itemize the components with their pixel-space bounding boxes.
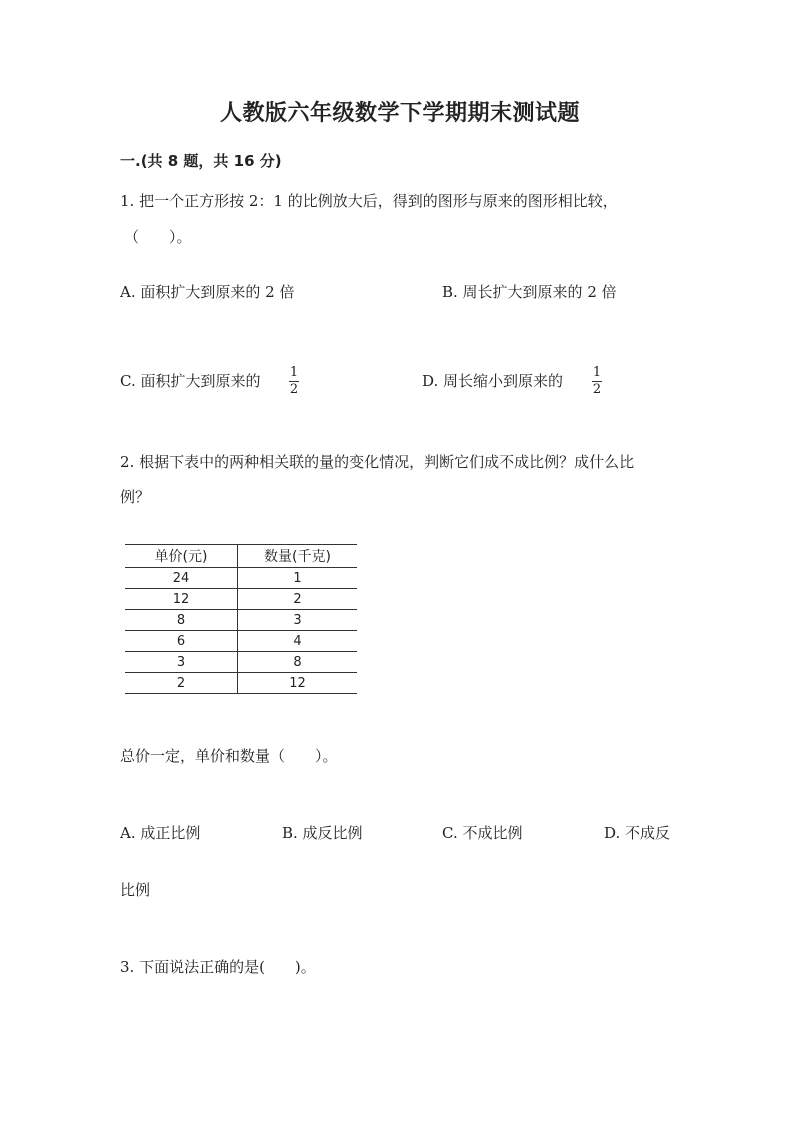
page-title: 人教版六年级数学下学期期末测试题 [219, 101, 580, 126]
q2-option-d[interactable]: D. 不成反 [604, 824, 671, 842]
q2-stem-line2: 例？ [120, 488, 151, 506]
q2-option-a[interactable]: A. 成正比例 [120, 824, 201, 842]
table-cell-quantity: 3 [238, 610, 358, 631]
table-row [125, 610, 357, 631]
table-cell-price: 6 [125, 631, 238, 652]
q2-option-b[interactable]: B. 成反比例 [282, 824, 363, 842]
table-header-row [125, 545, 357, 568]
table-header-quantity: 数量(千克) [238, 545, 358, 568]
table-cell-price: 2 [125, 673, 238, 694]
table-cell-price: 12 [125, 589, 238, 610]
fraction-denominator: 2 [289, 382, 299, 397]
q1-stem-line2: （ ）。 [124, 228, 192, 246]
q1-option-d-fraction [592, 366, 602, 397]
table-cell-price: 8 [125, 610, 238, 631]
fraction-denominator: 2 [592, 382, 602, 397]
table-header-price: 单价(元) [125, 545, 238, 568]
table-cell-quantity: 8 [238, 652, 358, 673]
q2-stem-line1: 2. 根据下表中的两种相关联的量的变化情况，判断它们成不成比例？成什么比 [120, 453, 635, 471]
q2-sub-question: 总价一定，单价和数量（ ）。 [120, 747, 338, 765]
q1-stem-line1: 1. 把一个正方形按 2：1 的比例放大后，得到的图形与原来的图形相比较， [120, 192, 618, 210]
table-cell-quantity: 2 [238, 589, 358, 610]
table-cell-price: 24 [125, 568, 238, 589]
q2-option-c[interactable]: C. 不成比例 [442, 824, 523, 842]
table-cell-quantity: 4 [238, 631, 358, 652]
table-cell-price: 3 [125, 652, 238, 673]
price-quantity-table [125, 544, 357, 694]
table-row [125, 589, 357, 610]
q1-option-c-fraction [289, 366, 299, 397]
section-heading: 一.(共 8 题，共 16 分) [120, 152, 282, 170]
table-row [125, 673, 357, 694]
table-cell-quantity: 12 [238, 673, 358, 694]
table-row [125, 568, 357, 589]
q3-stem: 3. 下面说法正确的是( )。 [120, 958, 316, 976]
q1-option-c[interactable]: C. 面积扩大到原来的 [120, 372, 261, 390]
q1-option-b[interactable]: B. 周长扩大到原来的 2 倍 [442, 283, 617, 301]
table-cell-quantity: 1 [238, 568, 358, 589]
q1-option-d[interactable]: D. 周长缩小到原来的 [422, 372, 564, 390]
table-row [125, 631, 357, 652]
table-row [125, 652, 357, 673]
fraction-numerator: 1 [592, 365, 602, 380]
fraction-numerator: 1 [289, 365, 299, 380]
q2-option-d-continued[interactable]: 比例 [120, 881, 151, 899]
q1-option-a[interactable]: A. 面积扩大到原来的 2 倍 [120, 283, 295, 301]
